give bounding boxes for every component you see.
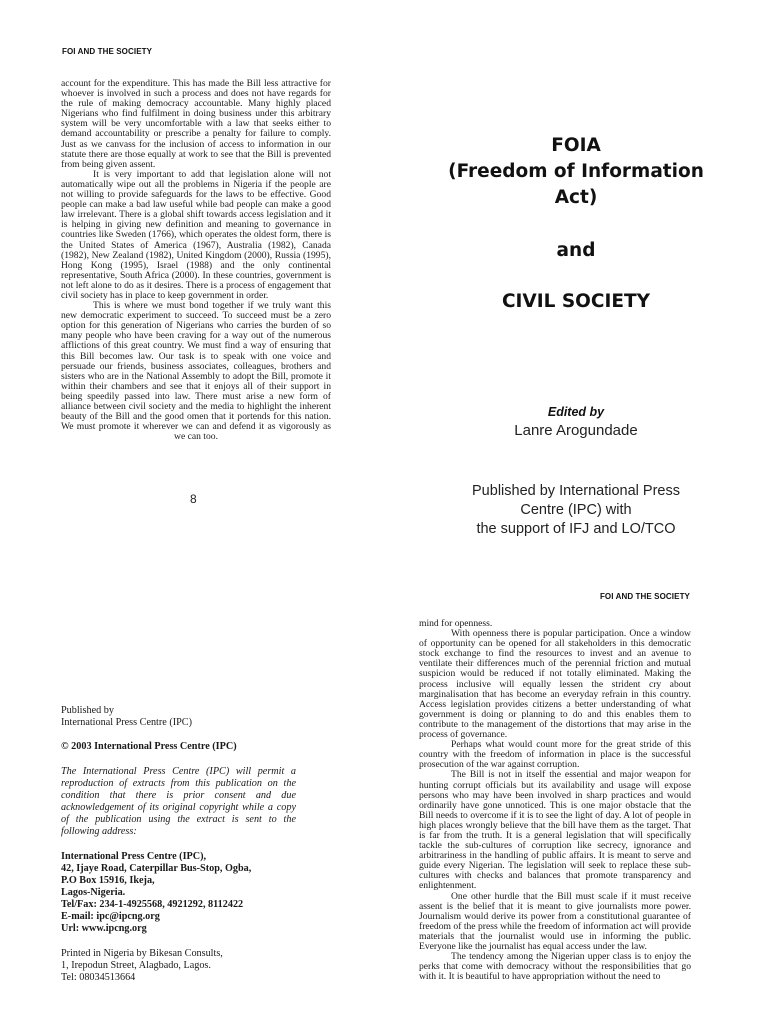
paragraph: The Bill is not in itself the essential and major weapon for hunting corrupt officials but its availability and usage will expose persons who may have been involved in sharp practices and would ordinarily have gone unnoticed. This is one major obstacle that the Bill needs to overcome if it is to see the light of day. A lot of people in high places wrongly believe that the bill have them as the target. That is far from the truth. It is a general legislation that will specifically tackle the sub-cultures of corruption like secrecy, ignorance and arbitrariness in the handling of public affairs. It is meant to serve and guide every Nigerian. The legislation will seek to replace these sub-cultures with checks and balances that promote transparency and enlightenment.	[419, 769, 691, 892]
reproduction-permission: The International Press Centre (IPC) will permit a reproduction of extracts from this publication on the condition that there is prior consent and due acknowledgement of its original copyright while a copy of the publication using the extract is sent to the following address:	[61, 766, 296, 837]
imprint-page	[0, 512, 384, 1024]
publisher-line: Centre (IPC) with	[520, 502, 632, 518]
paragraph: Perhaps what would count more for the great stride of this country with the freedom of information in place is the successful prosecution of the war against corruption.	[419, 739, 691, 771]
publisher-line: the support of IFJ and LO/TCO	[476, 521, 676, 537]
paragraph: One other hurdle that the Bill must scale if it must receive assent is the belief that it is meant to give journalists more power. Journalism would derive its power from a constitutional guarantee of freedom of the press while the freedom of information act will provide materials that the journalist would use in informing the public. Everyone like the journalist has equal access under the law.	[419, 890, 691, 952]
address-line: International Press Centre (IPC),	[61, 851, 207, 862]
address-line: Lagos-Nigeria.	[61, 887, 126, 898]
title-page	[384, 0, 768, 537]
editor-name: Lanre Arogundade	[514, 422, 638, 439]
book-title	[384, 133, 768, 211]
printer-line: 1, Irepodun Street, Alagbado, Lagos.	[61, 960, 211, 971]
paragraph: account for the expenditure. This has made the Bill less attractive for whoever is involved in such a process and does not have regards for the rule of making democracy accountable. Many highly placed Nigerians who find fulfilment in doing business under this arbitrary system will be very uncomfortable with a law that seeks either to demand accountability or prescribe a penalty for failure to comply. Just as we canvass for the inclusion of access to information in our statute there are those equally at work to see that the Bill is prevented from being given assent.	[61, 78, 331, 170]
title-conjunction: and	[556, 240, 596, 261]
address-line: Url: www.ipcng.org	[61, 923, 147, 934]
paragraph: This is where we must bond together if we truly want this new democratic experiment to succeed. To succeed must be a zero option for this generation of Nigerians who carries the burden of so many people who have been craving for a way out of the numerous afflictions of this great country. We must find a way of ensuring that this Bill becomes law. Our task is to speak with one voice and persuade our friends, business associates, colleagues, brothers and sisters who are in the National Assembly to adopt the Bill, promote it within their chambers and see that it enjoys all of their support in being speedily passed into law. There must arise a new form of alliance between civil society and the media to highlight the inherent beauty of the Bill and the good omen that it portends for this nation. We must promote it wherever we can and defend it as vigorously as we can too.	[61, 300, 331, 443]
running-head: FOI AND THE SOCIETY	[62, 47, 153, 56]
edited-by-label: Edited by	[547, 405, 605, 419]
running-head: FOI AND THE SOCIETY	[599, 592, 690, 601]
paragraph: It is very important to add that legislation alone will not automatically wipe out all the problems in Nigeria if the people are not willing to provide safeguards for the laws to be effective. Good people can make a bad law useful while bad people can make a good law irrelevant. There is a global shift towards access legislation and it is helping in giving new definition and meaning to governance in countries like Sweden (1766), which operates the oldest form, there is the United States of America (1967), Australia (1982), Canada (1982), New Zealand (1982), United Kingdom (2000), Russia (1995), Hong Kong (1995), Israel (1988) and the only continental representative, South Africa (2000). In these countries, government is not left alone to do as it desires. There is a process of engagement that civil society has in place to keep government in order.	[61, 168, 331, 301]
text-page-body	[419, 619, 691, 982]
published-by-line: International Press Centre (IPC)	[61, 717, 192, 728]
paragraph: With openness there is popular participation. Once a window of opportunity can be opened for all stakeholders in this democratic stock exchange to find the resources to invest and an avenue to ventilate their differences much of the perennial friction and mutual suspicion would be reduced if not totally eliminated. Making the process inclusive will equally lessen the strident cry about marginalisation that has become an everyday refrain in this country. Access legislation provides citizens a better understanding of what government is doing or planning to do and this enables them to contribute to the management of the distortions that may arise in the process of governance.	[419, 628, 691, 741]
paragraph: The tendency among the Nigerian upper class is to enjoy the perks that come with democracy without the responsibilities that go with it. It is beautiful to have appropriation without the need to	[419, 951, 691, 983]
title-line: FOIA	[551, 135, 601, 156]
publisher-address	[61, 851, 296, 935]
address-line: E-mail: ipc@ipcng.org	[61, 911, 160, 922]
address-line: Tel/Fax: 234-1-4925568, 4921292, 8112422	[61, 899, 244, 910]
paragraph: mind for openness.	[419, 618, 493, 629]
text-page	[384, 512, 768, 1024]
title-line: (Freedom of Information	[448, 161, 704, 182]
publisher-line: Published by International Press	[472, 483, 680, 499]
title-line: Act)	[554, 187, 598, 208]
printer-info	[61, 948, 296, 984]
page-8	[0, 0, 384, 512]
published-by	[61, 705, 296, 729]
address-line: P.O Box 15916, Ikeja,	[61, 875, 155, 886]
published-by-line: Published by	[61, 705, 114, 716]
printer-line: Printed in Nigeria by Bikesan Consults,	[61, 948, 223, 959]
copyright-notice: © 2003 International Press Centre (IPC)	[61, 741, 237, 752]
address-line: 42, Ijaye Road, Caterpillar Bus-Stop, Ogba,	[61, 863, 252, 874]
book-subtitle: CIVIL SOCIETY	[501, 291, 651, 312]
page-8-body	[61, 79, 331, 442]
page-number: 8	[190, 492, 197, 506]
printer-line: Tel: 08034513664	[61, 972, 136, 983]
